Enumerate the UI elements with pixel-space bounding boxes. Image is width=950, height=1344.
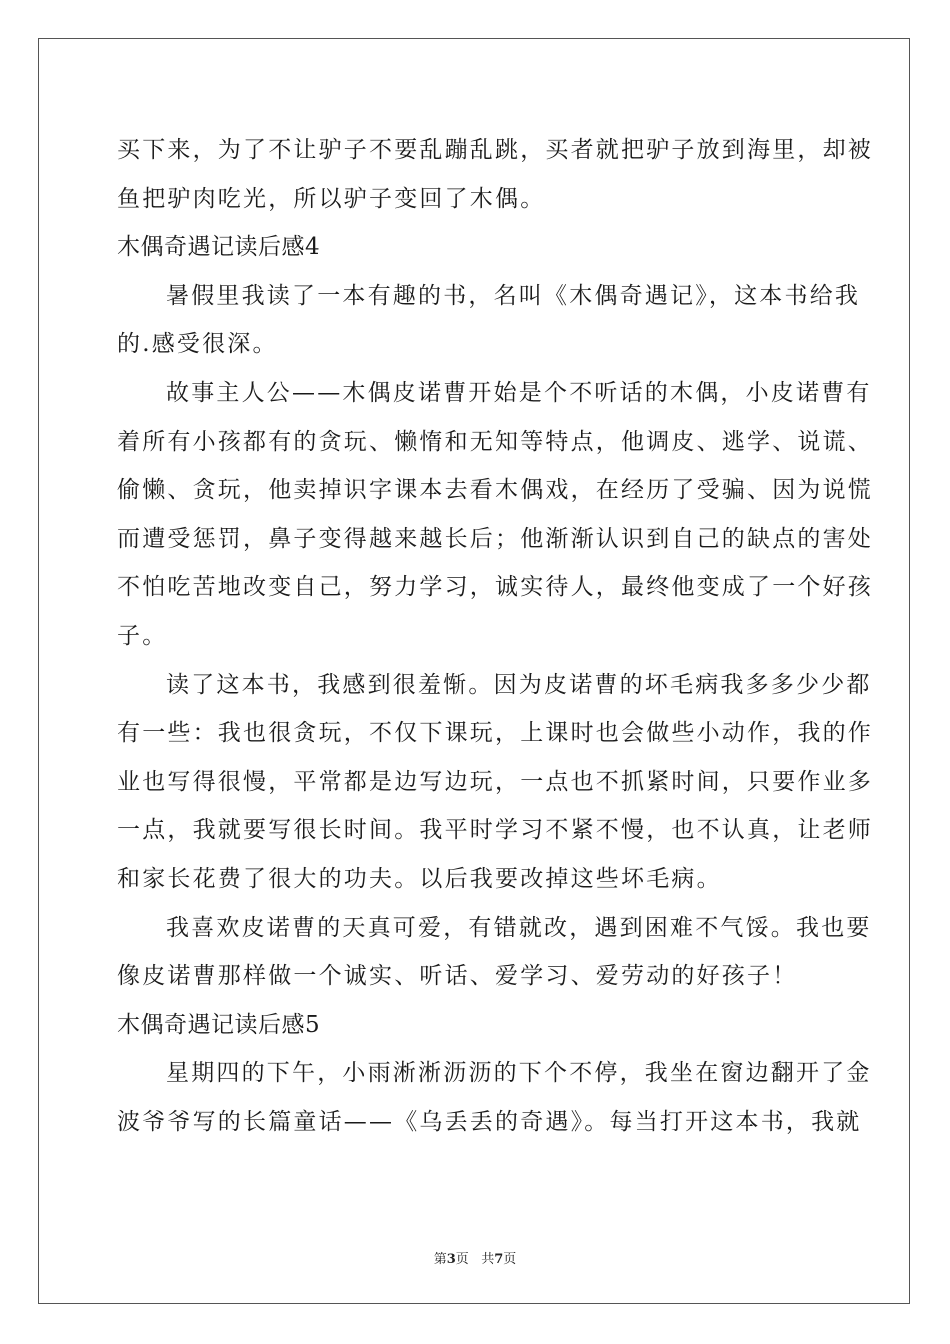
paragraph-first-line: 暑假里我读了一本有趣的书，名叫《木偶奇遇记》，这本书给我 xyxy=(166,282,861,309)
page-suffix: 页 xyxy=(455,1252,469,1267)
page-prefix: 第 xyxy=(433,1252,447,1267)
text-line: 一点，我就要写很长时间。我平时学习不紧不慢，也不认真，让老师 xyxy=(117,817,873,844)
paragraph-first-line: 故事主人公——木偶皮诺曹开始是个不听话的木偶，小皮诺曹有 xyxy=(166,379,872,406)
paragraph-first-line: 我喜欢皮诺曹的天真可爱，有错就改，遇到困难不气馁。我也要 xyxy=(166,914,872,941)
text-line: 鱼把驴肉吃光，所以驴子变回了木偶。 xyxy=(117,185,546,212)
total-suffix: 页 xyxy=(503,1252,517,1267)
document-body xyxy=(117,126,873,1146)
text-line: 着所有小孩都有的贪玩、懒惰和无知等特点，他调皮、逃学、说谎、 xyxy=(117,428,873,455)
text-line: 有一些：我也很贪玩，不仅下课玩，上课时也会做些小动作，我的作 xyxy=(117,720,873,747)
text-line: 业也写得很慢，平常都是边写边玩，一点也不抓紧时间，只要作业多 xyxy=(117,768,873,795)
page-number: 3 xyxy=(446,1252,456,1267)
text-line: 和家长花费了很大的功夫。以后我要改掉这些坏毛病。 xyxy=(117,865,722,892)
text-line: 而遭受惩罚，鼻子变得越来越长后；他渐渐认识到自己的缺点的害处 xyxy=(117,525,873,552)
page-footer xyxy=(0,1248,950,1267)
section-heading: 木偶奇遇记读后感5 xyxy=(117,1011,321,1038)
text-line: 偷懒、贪玩，他卖掉识字课本去看木偶戏，在经历了受骗、因为说慌 xyxy=(117,477,873,504)
total-pages: 7 xyxy=(494,1252,504,1267)
text-line: 波爷爷写的长篇童话——《乌丢丢的奇遇》。每当打开这本书，我就 xyxy=(117,1108,862,1135)
text-line: 子。 xyxy=(117,622,168,649)
section-heading: 木偶奇遇记读后感4 xyxy=(117,234,321,261)
text-line: 买下来，为了不让驴子不要乱蹦乱跳，买者就把驴子放到海里，却被 xyxy=(117,137,873,163)
total-prefix: 共 xyxy=(481,1252,495,1267)
paragraph-first-line: 星期四的下午，小雨淅淅沥沥的下个不停，我坐在窗边翻开了金 xyxy=(166,1060,872,1087)
text-line: 像皮诺曹那样做一个诚实、听话、爱学习、爱劳动的好孩子！ xyxy=(117,963,798,990)
text-line: 不怕吃苦地改变自己，努力学习，诚实待人，最终他变成了一个好孩 xyxy=(117,574,873,601)
text-line: 的.感受很深。 xyxy=(117,331,278,358)
paragraph-first-line: 读了这本书，我感到很羞惭。因为皮诺曹的坏毛病我多多少少都 xyxy=(166,671,872,698)
